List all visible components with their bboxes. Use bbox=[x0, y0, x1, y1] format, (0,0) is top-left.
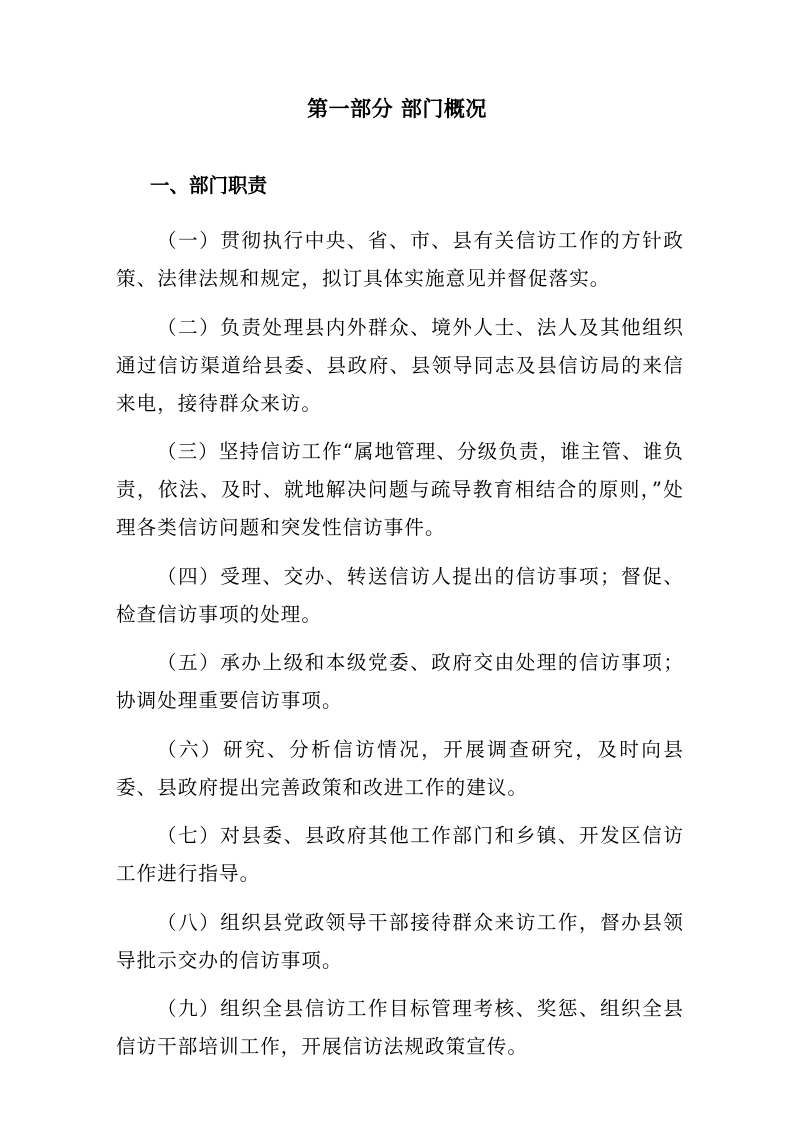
paragraph: （八）组织县党政领导干部接待群众来访工作，督办县领导批示交办的信访事项。 bbox=[116, 910, 684, 972]
paragraph: （一）贯彻执行中央、省、市、县有关信访工作的方针政策、法律法规和规定，拟订具体实施意见并督促落实。 bbox=[116, 229, 684, 290]
paragraph: （二）负责处理县内外群众、境外人士、法人及其他组织通过信访渠道给县委、县政府、县领导同志及县信访局的来信来电，接待群众来访。 bbox=[116, 315, 684, 415]
page-title: 第一部分 部门概况 bbox=[307, 97, 487, 121]
paragraph: （四）受理、交办、转送信访人提出的信访事项；督促、检查信访事项的处理。 bbox=[116, 564, 684, 626]
paragraph: （七）对县委、县政府其他工作部门和乡镇、开发区信访工作进行指导。 bbox=[116, 824, 684, 885]
paragraph: （六）研究、分析信访情况，开展调查研究，及时向县委、县政府提出完善政策和改进工作的建议。 bbox=[116, 737, 684, 799]
section-heading: 一、部门职责 bbox=[150, 174, 268, 197]
paragraph: （九）组织全县信访工作目标管理考核、奖惩、组织全县信访干部培训工作，开展信访法规政策宣传。 bbox=[116, 997, 684, 1058]
body-text bbox=[116, 222, 684, 1077]
paragraph: （三）坚持信访工作“属地管理、分级负责，谁主管、谁负责，依法、及时、就地解决问题与疏导教育相结合的原则，”处理各类信访问题和突发性信访事件。 bbox=[116, 440, 684, 539]
paragraph: （五）承办上级和本级党委、政府交由处理的信访事项；协调处理重要信访事项。 bbox=[116, 651, 684, 712]
